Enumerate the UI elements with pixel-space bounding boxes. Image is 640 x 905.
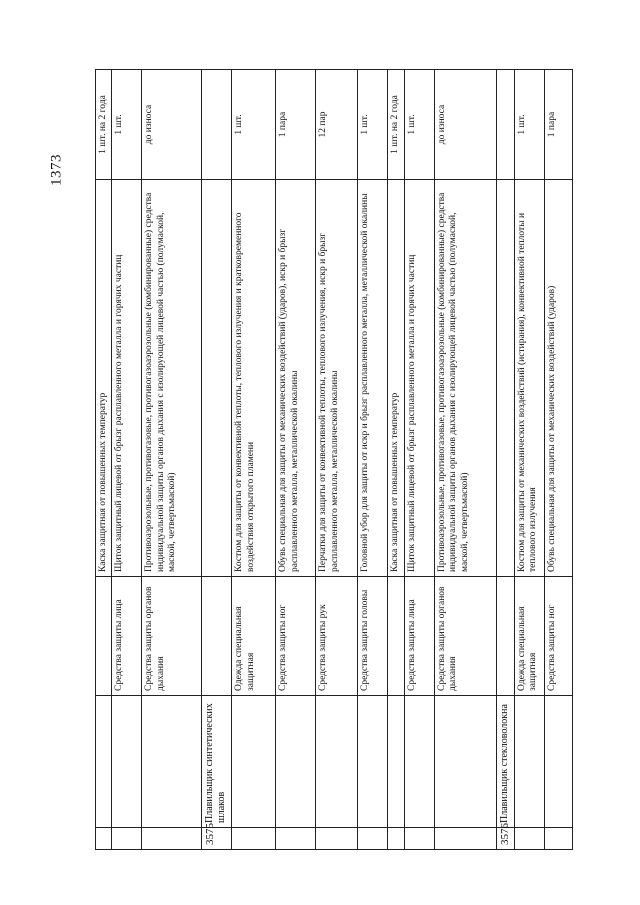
item-number: 3575 xyxy=(202,828,232,850)
item-number xyxy=(388,828,404,850)
item-number xyxy=(276,828,316,850)
issue-norm: до износа xyxy=(434,70,496,180)
item-number xyxy=(96,828,112,850)
ppe-item: Щиток защитный лицевой от брызг расплавленного металла и горячих частиц xyxy=(404,180,434,577)
item-number xyxy=(544,828,572,850)
profession-name xyxy=(316,696,358,828)
profession-name xyxy=(142,696,202,828)
profession-name xyxy=(358,696,388,828)
ppe-category xyxy=(202,577,232,696)
ppe-category: Средства защиты органов дыхания xyxy=(434,577,496,696)
ppe-category: Средства защиты рук xyxy=(316,577,358,696)
profession-name xyxy=(276,696,316,828)
ppe-category: Средства защиты ног xyxy=(276,577,316,696)
ppe-category xyxy=(496,577,514,696)
ppe-item xyxy=(496,180,514,577)
ppe-item: Каска защитная от повышенных температур xyxy=(388,180,404,577)
ppe-item xyxy=(202,180,232,577)
profession-name: Плавильщик синтетических шлаков xyxy=(202,696,232,828)
issue-norm: 1 шт. xyxy=(404,70,434,180)
issue-norm: 1 пара xyxy=(544,70,572,180)
table-row xyxy=(388,70,404,850)
item-number xyxy=(232,828,276,850)
item-number xyxy=(358,828,388,850)
ppe-item: Головной убор для защиты от искр и брызг расплавленного металла, металлической окалины xyxy=(358,180,388,577)
table-row xyxy=(544,70,572,850)
table-row xyxy=(142,70,202,850)
item-number xyxy=(434,828,496,850)
table-row xyxy=(112,70,142,850)
profession-name xyxy=(514,696,544,828)
issue-norm: 1 шт. на 2 года xyxy=(96,70,112,180)
table-row xyxy=(434,70,496,850)
issue-norm xyxy=(496,70,514,180)
item-number: 3576 xyxy=(496,828,514,850)
table-row xyxy=(496,70,514,850)
table-row xyxy=(358,70,388,850)
issue-norm: до износа xyxy=(142,70,202,180)
issue-norm: 1 шт. xyxy=(232,70,276,180)
ppe-category: Одежда специальная защитная xyxy=(514,577,544,696)
ppe-item: Костюм для защиты от механических воздействий (истирания), конвективной теплоты и теплового излучения xyxy=(514,180,544,577)
item-number xyxy=(142,828,202,850)
ppe-category: Средства защиты ног xyxy=(544,577,572,696)
table-row xyxy=(514,70,544,850)
item-number xyxy=(316,828,358,850)
ppe-item: Перчатки для защиты от конвективной теплоты, теплового излучения, искр и брызг расплавленного металла, металлической окалины xyxy=(316,180,358,577)
ppe-item: Каска защитная от повышенных температур xyxy=(96,180,112,577)
ppe-category: Средства защиты лица xyxy=(112,577,142,696)
profession-name xyxy=(96,696,112,828)
page-number: 1373 xyxy=(48,154,65,186)
issue-norm: 1 шт. xyxy=(112,70,142,180)
profession-name xyxy=(404,696,434,828)
profession-name xyxy=(544,696,572,828)
ppe-category: Одежда специальная защитная xyxy=(232,577,276,696)
issue-norm: 1 шт. на 2 года xyxy=(388,70,404,180)
table-row xyxy=(316,70,358,850)
ppe-norms-table xyxy=(95,69,573,850)
ppe-item: Костюм для защиты от конвективной теплоты, теплового излучения и кратковременного воздействия открытого пламени xyxy=(232,180,276,577)
table-row xyxy=(276,70,316,850)
rotated-table-frame xyxy=(95,70,557,850)
table-row xyxy=(232,70,276,850)
issue-norm: 1 пара xyxy=(276,70,316,180)
ppe-item: Щиток защитный лицевой от брызг расплавленного металла и горячих частиц xyxy=(112,180,142,577)
issue-norm: 1 шт. xyxy=(358,70,388,180)
table-row xyxy=(96,70,112,850)
profession-name xyxy=(388,696,404,828)
table-row xyxy=(202,70,232,850)
item-number xyxy=(404,828,434,850)
table-row xyxy=(404,70,434,850)
item-number xyxy=(112,828,142,850)
ppe-category xyxy=(388,577,404,696)
ppe-category: Средства защиты головы xyxy=(358,577,388,696)
ppe-category: Средства защиты органов дыхания xyxy=(142,577,202,696)
issue-norm xyxy=(202,70,232,180)
issue-norm: 12 пар xyxy=(316,70,358,180)
ppe-item: Обувь специальная для защиты от механических воздействий (ударов), искр и брызг расплавленного металла, металлической окалины xyxy=(276,180,316,577)
profession-name xyxy=(434,696,496,828)
ppe-item: Обувь специальная для защиты от механических воздействий (ударов) xyxy=(544,180,572,577)
profession-name: Плавильщик стекловолокна xyxy=(496,696,514,828)
item-number xyxy=(514,828,544,850)
profession-name xyxy=(112,696,142,828)
rotated-table-content xyxy=(95,70,557,850)
profession-name xyxy=(232,696,276,828)
ppe-category xyxy=(96,577,112,696)
ppe-item: Противоаэрозольные, противогазовые, противогазоаэрозольные (комбинированные) средства индивидуальной защиты органов дыхания с изолирующей лицевой частью (полумаской, маской, четвертьмаской) xyxy=(434,180,496,577)
issue-norm: 1 шт. xyxy=(514,70,544,180)
ppe-category: Средства защиты лица xyxy=(404,577,434,696)
ppe-item: Противоаэрозольные, противогазовые, противогазоаэрозольные (комбинированные) средства индивидуальной защиты органов дыхания с изолирующей лицевой частью (полумаской, маской, четвертьмаской) xyxy=(142,180,202,577)
